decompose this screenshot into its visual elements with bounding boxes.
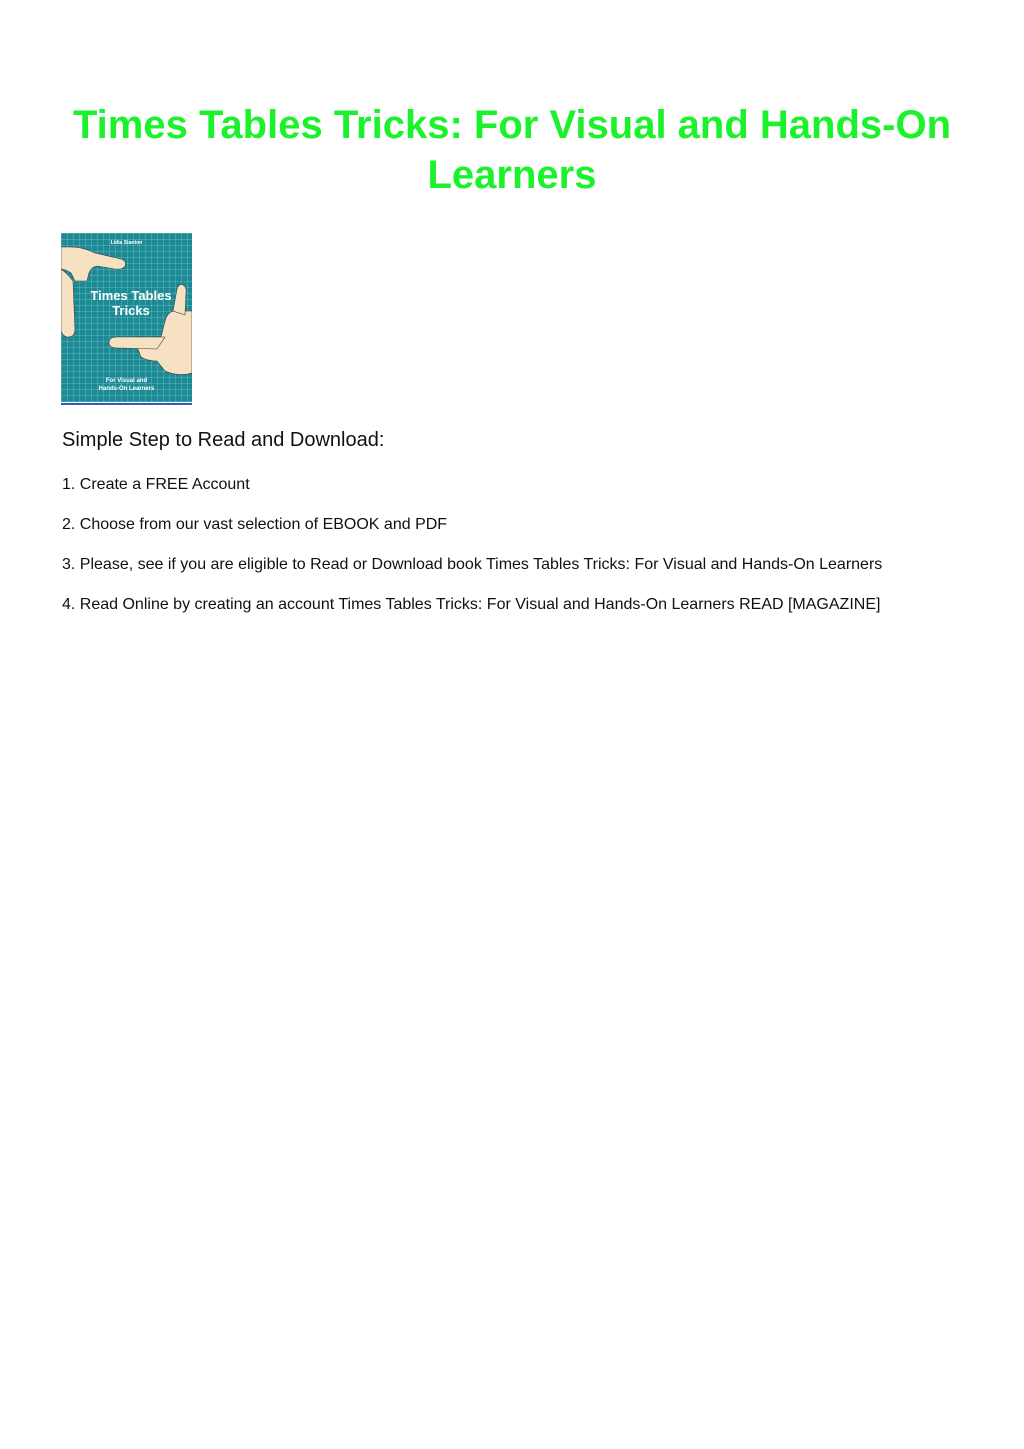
step-item: 2. Choose from our vast selection of EBOOK and PDF — [62, 516, 448, 533]
section-heading: Simple Step to Read and Download: — [62, 429, 385, 451]
step-item: 4. Read Online by creating an account Times Tables Tricks: For Visual and Hands-On Learners READ [MAGAZINE] — [62, 596, 881, 613]
cover-subtitle-line-2: Hands-On Learners — [98, 386, 155, 392]
cover-subtitle — [61, 377, 192, 393]
cover-author: Lidia Stanton — [110, 240, 143, 246]
cover-title: Times Tables Tricks — [90, 288, 172, 318]
book-cover-link[interactable] — [61, 233, 192, 405]
steps-list — [62, 476, 882, 636]
step-item: 3. Please, see if you are eligible to Read or Download book Times Tables Tricks: For Visual and Hands-On Learners — [62, 556, 883, 573]
book-cover-image — [61, 233, 192, 402]
cover-subtitle-line-1: For Visual and — [105, 378, 148, 384]
page-title: Times Tables Tricks: For Visual and Hands-On Learners — [72, 103, 952, 197]
cover-link-underline — [61, 403, 192, 405]
step-item: 1. Create a FREE Account — [62, 476, 250, 493]
